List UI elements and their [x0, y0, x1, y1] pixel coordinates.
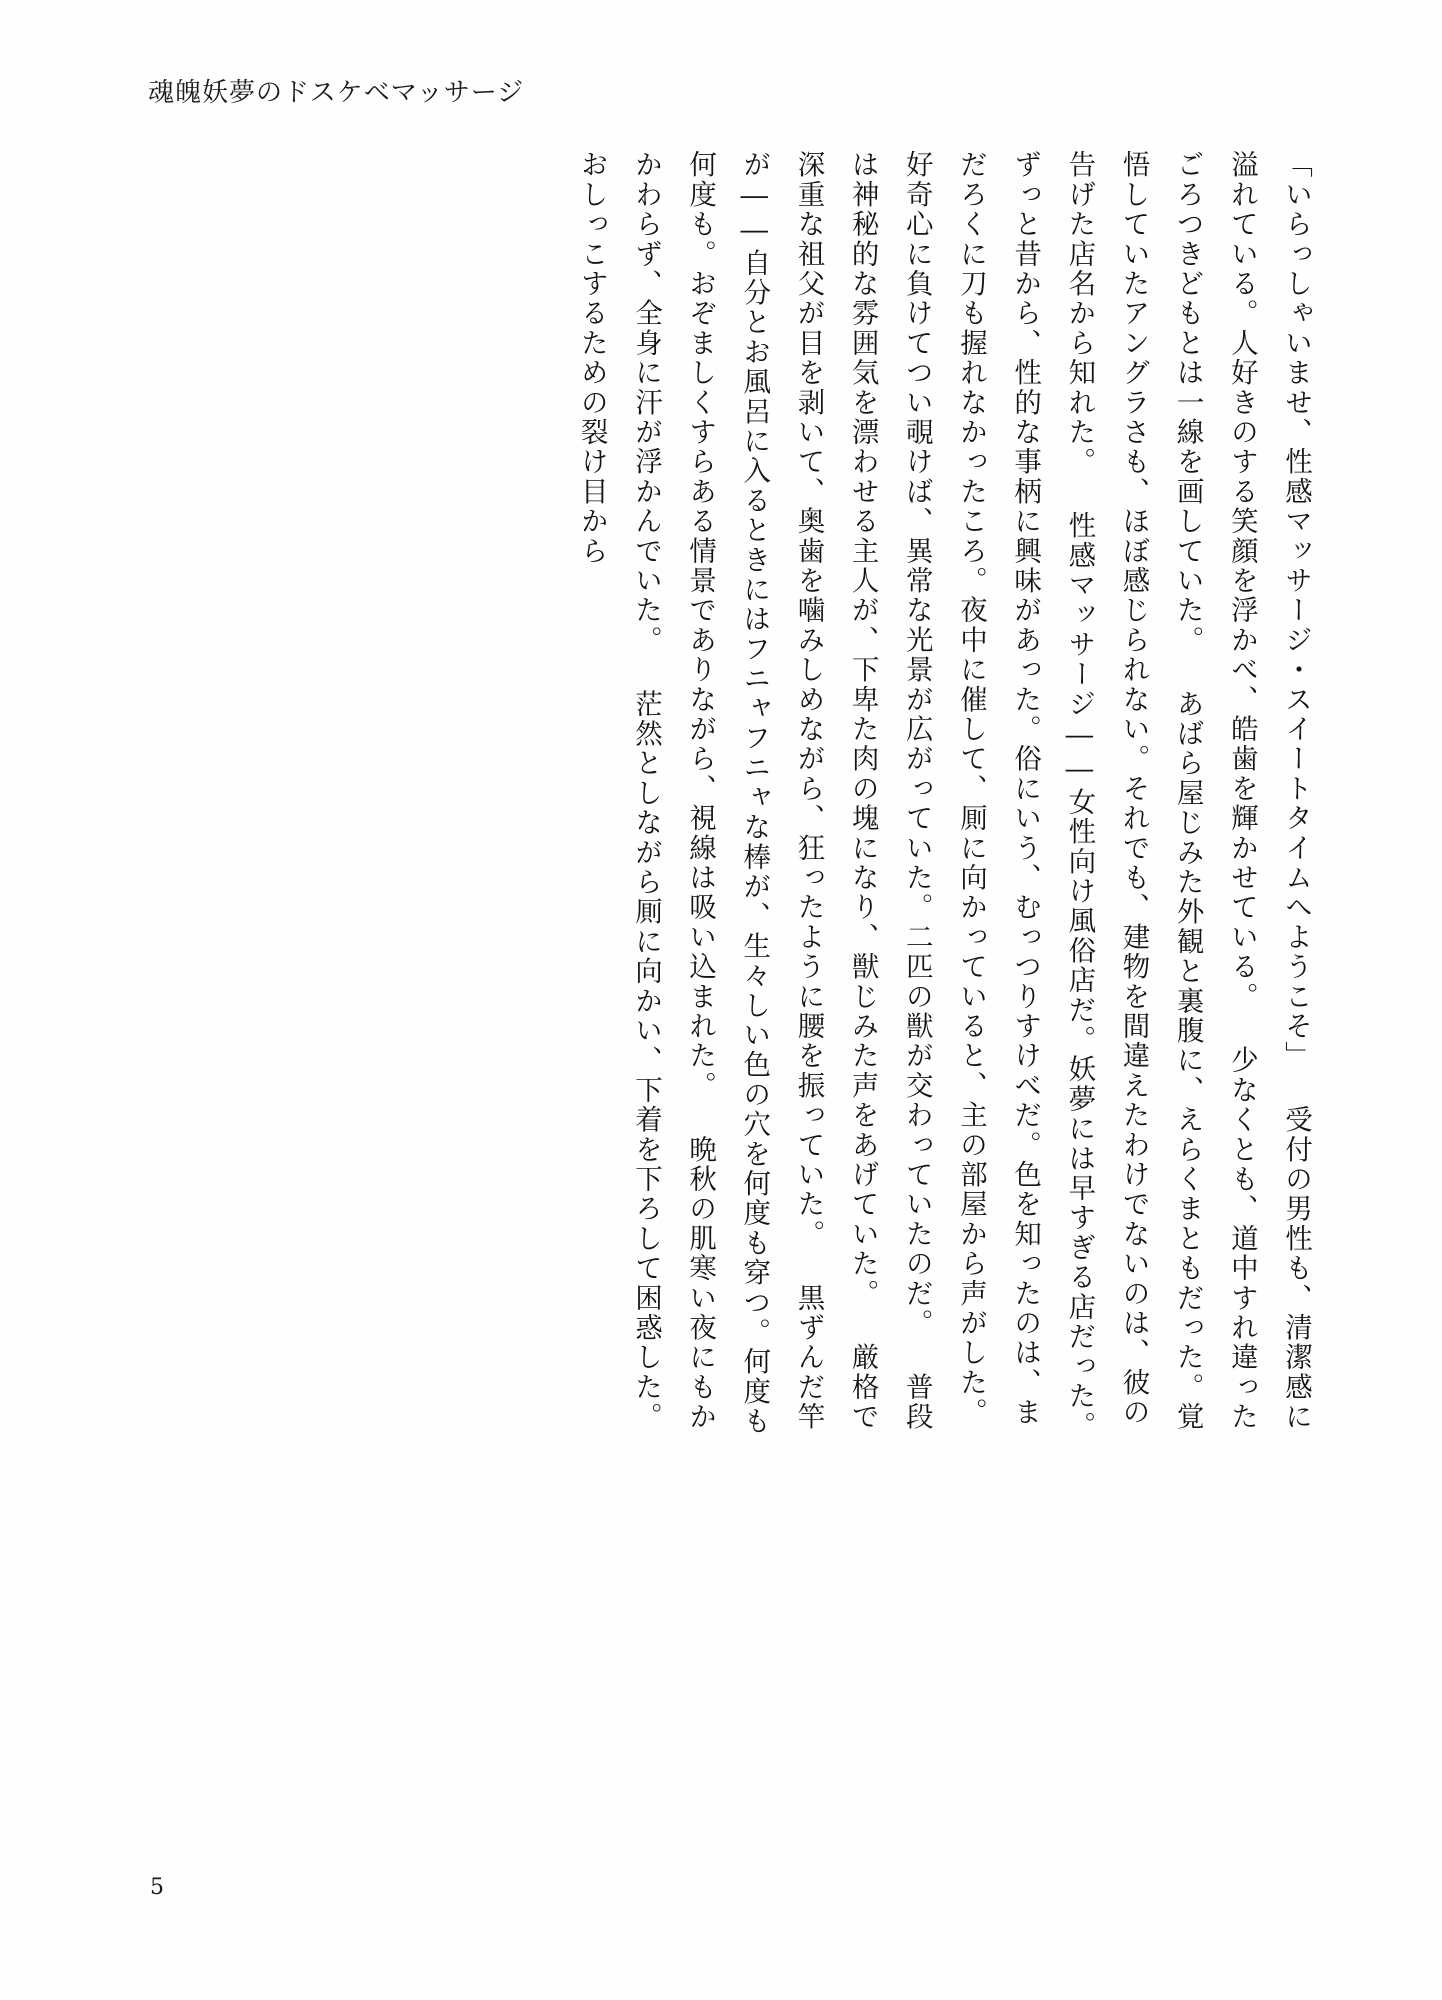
- body-paragraph: 「いらっしゃいませ、性感マッサージ・スイートタイムへようこそ」 受付の男性も、清潔感に溢れている。人好きのする笑顔を浮かべ、皓歯を輝かせている。 少なくとも、道中すれ違ったごろつきどもとは一線を画していた。 あばら屋じみた外観と裏腹に、えらくまともだった。覚悟していたアングラさも、ほぼ感じられない。それでも、建物を間違えたわけでないのは、彼の告げた店名から知れた。 性感マッサージ――女性向け風俗店だ。妖夢には早すぎる店だった。 ずっと昔から、性的な事柄に興味があった。俗にいう、むっつりすけべだ。色を知ったのは、まだろくに刀も握れなかったころ。夜中に催して、厠に向かっていると、主の部屋から声がした。 好奇心に負けてつい覗けば、異常な光景が広がっていた。二匹の獣が交わっていたのだ。 普段は神秘的な雰囲気を漂わせる主人が、下卑た肉の塊になり、獣じみた声をあげていた。 厳格で深重な祖父が目を剥いて、奥歯を噛みしめながら、狂ったように腰を振っていた。 黒ずんだ竿が――自分とお風呂に入るときにはフニャフニャな棒が、生々しい色の穴を何度も穿つ。何度も何度も。おぞましくすらある情景でありながら、視線は吸い込まれた。 晩秋の肌寒い夜にもかかわらず、全身に汗が浮かんでいた。 茫然としながら厠に向かい、下着を下ろして困惑した。おしっこするための裂け目から: [575, 150, 1312, 1441]
- running-header: 魂魄妖夢のドスケベマッサージ: [148, 78, 525, 108]
- body-text: [108, 150, 1323, 1445]
- page-number: 5: [150, 1875, 164, 1900]
